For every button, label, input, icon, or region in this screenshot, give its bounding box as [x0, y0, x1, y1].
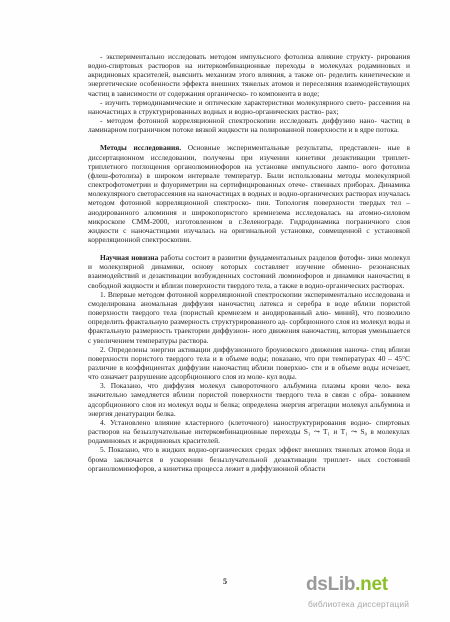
text-line: Основные экспериментальные результаты, представлен-: [181, 143, 381, 153]
text-line: и в ядре потока.: [348, 125, 400, 135]
text-line: вблизи пористой поверхности твердого тела (пористый кремнезем и анодированный алю-: [88, 298, 410, 318]
text-line: ные в диссертационном исследовании, получены при изучении кинетики дезактивации: [88, 143, 410, 162]
text-line: миний), что позволило определить фрактальную размерность структурированного ад-: [88, 308, 410, 327]
text-line: спиртовых растворов на безызлучательные интеркомбинационные переходы S₁ ⤳ T₁ и: [88, 417, 410, 437]
text-line: температурах 40 – 45°С различие в коэффициентах диффузии наночастиц вблизи поверхно-: [88, 353, 410, 372]
text-line: 4. Установлено влияние кластерного (клеточного) наноструктурирования водно-: [100, 417, 372, 427]
text-line: зики молекул и молекулярной динамики, основу которых составляет изучение обменно-: [88, 253, 410, 272]
text-line: ных состояний органолюминофоров, а кинетика процесса лежит в диффузионной области: [88, 454, 410, 473]
text-line: - методом фотонной корреляционной спектроскопии исследовать диффузию нано-: [100, 116, 377, 126]
text-line: сорбционного слоя из молекул воды и фрактальную размерность траектории диффузион-: [88, 317, 411, 336]
section-paragraph: [88, 253, 410, 290]
text-line: ственных приборах. Динамика молекулярного светорассеяния на наночастицах в водных и: [88, 180, 410, 199]
text-line: ного движения наночастиц, которая уменьшается с увеличением температуры раствора.: [88, 326, 410, 345]
page-number: 5: [223, 577, 227, 586]
text-line: стиц вблизи поверхности пористого твердого тела и в объеме воды; показано, что при: [88, 344, 410, 363]
text-line: 2. Определены энергии активации диффузионного броуновского движения наноча-: [100, 344, 369, 354]
text-line: рассеяния на наночастицах в структурированных водных и водно-органических раство-: [88, 97, 410, 116]
text-line: исследована и смоделирована аномальная диффузия наночастиц латекса и серебра в воде: [88, 289, 410, 308]
text-line: атомов йода и брома заключается в ускорении безызлучательной дезактивации триплет-: [88, 445, 410, 464]
text-line: в водно-органических растворах.: [299, 280, 405, 290]
text-line: работы состоит в развитии фундаментальных разделов фотофи-: [158, 253, 366, 263]
section-heading: Научная новизна: [100, 253, 159, 263]
paragraph: [88, 445, 410, 472]
text-line: родаминовых и акридиновых красителей, выяснить механизм этого влияния, а также оп-: [88, 61, 410, 80]
text-line: века значительно замедляется вблизи пористой поверхности твердого тела в связи с обра-: [88, 381, 410, 400]
text-line: водно-органических растворах изучалась методом фотонной корреляционной спектроско-: [88, 189, 411, 208]
text-line: методы молекулярной спектрофотометрии и флуориметрии на сертифицированных отече-: [88, 170, 410, 190]
section-heading: Методы исследования.: [100, 143, 182, 153]
paragraph-gap: [88, 134, 410, 143]
text-line: резонансных взаимодействий и дезактивации возбужденных состояний люминофоров и: [88, 262, 410, 281]
paragraph-gap: [88, 244, 410, 253]
text-line: кремнезема исследовалась на атомно-силовом микроскопе СММ-2000, изготовленном в: [88, 207, 410, 226]
text-line: пии. Топология поверхности твердых тел – анодированного алюминия и широкопористого: [88, 198, 411, 217]
text-line: - экспериментально исследовать методом импульсного фотолиза влияние структу-: [100, 52, 374, 61]
text-line: кул воды.: [266, 372, 297, 382]
paragraph: [88, 98, 410, 116]
text-line: - изучить термодинамические и оптические характеристики молекулярного свето-: [100, 97, 366, 107]
text-line: частиц в ламинарном пограничном потоке вязкой жидкости на полированной поверхности: [88, 116, 411, 135]
body-text: [88, 52, 410, 473]
text-line: 5. Показано, что в жидких водно-органических средах эффект внешних тяжелых: [100, 445, 363, 455]
text-line: T₁ ⤳ S₀ в молекулах родаминовых и акридиновых красителей.: [88, 427, 410, 446]
text-line: молекул альбумина и энергия денатурации белка.: [88, 399, 411, 418]
text-line: г.Зеленограде. Гидродинамика пограничного слоя жидкости с наночастицами изучалась: [88, 216, 410, 235]
text-line: зованием адсорбционного слоя из молекул воды и белка; определена энергия агрегации: [88, 390, 411, 409]
watermark-logo: dsLib.net: [306, 574, 388, 595]
watermark-subtitle: библиотека диссертаций: [308, 599, 410, 609]
paragraph: [88, 116, 410, 134]
text-line: вого фотолиза (флеш-фотолиза) в широком интервале температур. Были использованы: [88, 161, 410, 180]
text-line: ределить кинетические и энергетические особенности эффекта внешних тяжелых атомов и: [88, 70, 410, 89]
text-line: го компонента в воде;: [250, 88, 320, 98]
text-line: триплет-триплетного поглощения органолюминофоров на установке импульсного лампо-: [88, 152, 410, 171]
text-line: 3. Показано, что диффузия молекул сывороточного альбумина плазмы крови чело-: [100, 381, 392, 391]
text-line: на оригинальной установке, совмещенной с установкой корреляционной спектроскопии.: [88, 225, 410, 244]
paragraph: [88, 381, 410, 418]
text-line: 1. Впервые методом фотонной корреляционной спектроскопии экспериментально: [100, 289, 363, 299]
text-line: рирования водно-спиртовых растворов на интеркомбинационные переходы в молекулах: [88, 52, 410, 71]
paragraph: [88, 290, 410, 345]
text-line: переселяния взаимодействующих частиц в зависимости от содержания органическо-: [88, 79, 411, 98]
text-line: сти и в объеме воды исчезает, что означает разрушение адсорбционного слоя из моле-: [88, 363, 410, 382]
paragraph: [88, 52, 410, 98]
watermark: [306, 574, 442, 614]
section-paragraph: [88, 143, 410, 244]
text-line: рах;: [325, 106, 339, 116]
paragraph: [88, 345, 410, 382]
paragraph: [88, 418, 410, 445]
text-line: динамики наночастиц в свободной жидкости и вблизи поверхности твердого тела, а также: [88, 271, 410, 290]
